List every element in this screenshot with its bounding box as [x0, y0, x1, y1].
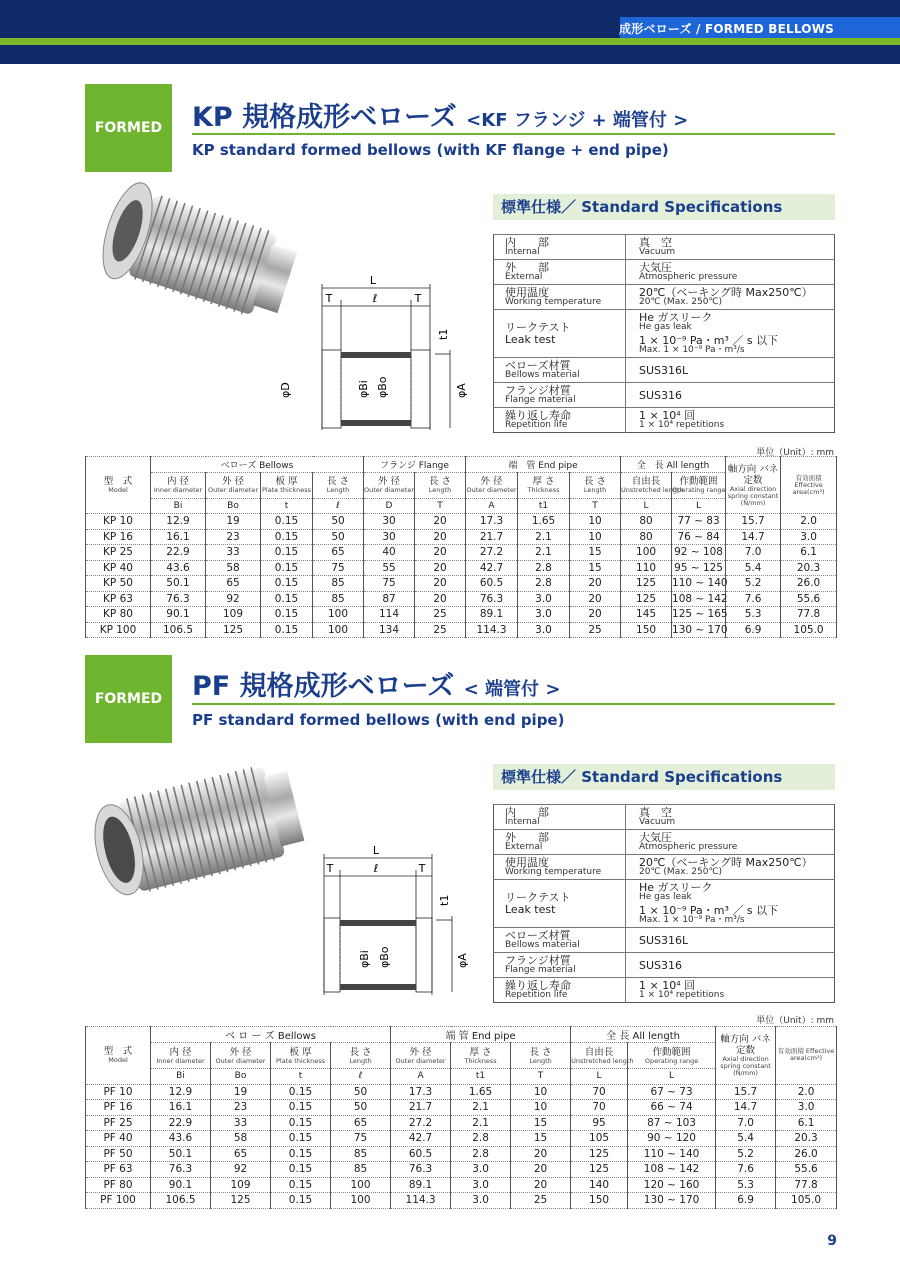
table-cell: 17.3: [466, 514, 518, 530]
table-cell: 20: [415, 560, 466, 576]
table-cell: 3.0: [776, 1100, 837, 1116]
table-symbol-row: Bi Bo t ℓ A t1 T L L: [86, 1069, 837, 1085]
table-cell: 125: [621, 591, 672, 607]
table-cell: 65: [211, 1146, 271, 1162]
page-number: 9: [827, 1233, 837, 1249]
kp-title-sub: <KF フランジ + 端管付 >: [466, 110, 689, 131]
table-cell: 65: [313, 545, 364, 561]
table-row: [86, 607, 837, 623]
table-cell: 80: [621, 514, 672, 530]
table-cell: 0.15: [271, 1177, 331, 1193]
table-cell: 14.7: [716, 1100, 776, 1116]
kp-title-main: KP 規格成形ベローズ: [192, 102, 457, 133]
spec-row: リークテスト Leak test He ガスリーク He gas leak 1 × 10⁻⁹ Pa・m³ ／ s 以下 Max. 1 × 10⁻⁹ Pa・m³/s: [494, 880, 835, 928]
spec-row: 使用温度 Working temperature 20℃（ベーキング時 Max250℃） 20℃ (Max. 250℃): [494, 855, 835, 880]
table-cell: 55.6: [776, 1162, 837, 1178]
table-cell: 22.9: [151, 545, 206, 561]
model-cell: PF 80: [86, 1177, 151, 1193]
pf-title-sub: < 端管付 >: [463, 679, 561, 700]
table-cell: 75: [313, 560, 364, 576]
table-cell: 92: [211, 1162, 271, 1178]
page-header: [0, 0, 900, 64]
dim-phiBo: φBo: [376, 376, 389, 398]
header-stripe: [0, 38, 900, 45]
dim-L: L: [372, 844, 380, 857]
spec-row: フランジ材質 Flange material SUS316: [494, 383, 835, 408]
table-cell: 85: [331, 1146, 391, 1162]
table-cell: 21.7: [466, 529, 518, 545]
table-cell: 42.7: [391, 1131, 451, 1147]
pf-title-jp: [192, 664, 560, 703]
dim-phiBi: φBi: [357, 380, 370, 398]
table-cell: 3.0: [518, 607, 570, 623]
table-row: [86, 545, 837, 561]
table-group-header: 型 式 Model ベローズ Bellows フランジ Flange 端 管 End pipe 全 長 All length 軸方向 バネ定数 Axial direction spring constant (N/mm) 有効面積 Effective area(cm²): [86, 457, 837, 473]
table-cell: 7.6: [726, 591, 781, 607]
table-col-header: 内 径 Inner diameter 外 径 Outer diameter 板 厚 Plate thickness 長 さ Length 外 径 Outer diameter 厚 さ Thickness 長 さ Length 自由長 Unstretched length 作動範囲 Operating range: [86, 1043, 837, 1069]
pf-data-table: [85, 1026, 837, 1209]
table-cell: 106.5: [151, 1193, 211, 1209]
table-cell: 125 ~ 165: [672, 608, 728, 621]
table-cell: 70: [571, 1084, 628, 1100]
table-cell: 67 ~ 73: [628, 1084, 716, 1100]
dim-T-right: T: [418, 862, 426, 875]
table-cell: 125: [211, 1193, 271, 1209]
table-cell: 30: [364, 529, 415, 545]
table-cell: 85: [313, 591, 364, 607]
table-cell: 20.3: [781, 560, 837, 576]
model-cell: PF 100: [86, 1193, 151, 1209]
formed-badge: FORMED: [85, 655, 172, 743]
table-cell: 50: [331, 1100, 391, 1116]
table-cell: 0.15: [261, 576, 313, 592]
title-rule: [192, 133, 835, 135]
table-cell: 0.15: [271, 1100, 331, 1116]
table-cell: 150: [571, 1193, 628, 1209]
table-cell: 23: [211, 1100, 271, 1116]
table-cell: 76.3: [151, 1162, 211, 1178]
table-cell: 80: [621, 529, 672, 545]
table-cell: 85: [331, 1162, 391, 1178]
kp-title-en: KP standard formed bellows (with KF flange + end pipe): [192, 141, 669, 159]
table-cell: 5.3: [716, 1177, 776, 1193]
table-cell: 5.2: [726, 576, 781, 592]
table-cell: 109: [211, 1177, 271, 1193]
kp-title-jp: [192, 95, 688, 134]
spec-row: リークテスト Leak test He ガスリーク He gas leak 1 × 10⁻⁹ Pa・m³ ／ s 以下 Max. 1 × 10⁻⁹ Pa・m³/s: [494, 310, 835, 358]
table-cell: 100: [313, 607, 364, 623]
dim-phiA: φA: [455, 383, 468, 398]
model-cell: PF 25: [86, 1115, 151, 1131]
table-cell: 20: [415, 545, 466, 561]
table-cell: 0.15: [271, 1115, 331, 1131]
table-cell: 5.4: [716, 1131, 776, 1147]
table-cell: 77.8: [781, 607, 837, 623]
table-cell: 0.15: [271, 1131, 331, 1147]
table-cell: 27.2: [391, 1115, 451, 1131]
table-cell: 2.8: [518, 576, 570, 592]
table-cell: 2.1: [518, 529, 570, 545]
spec-row: フランジ材質 Flange material SUS316: [494, 953, 835, 978]
table-cell: 0.15: [261, 529, 313, 545]
table-cell: 27.2: [466, 545, 518, 561]
spec-row: 外 部 External 大気圧 Atmospheric pressure: [494, 260, 835, 285]
table-row: [86, 1162, 837, 1178]
pf-unit-note: 単位（Unit）: mm: [756, 1016, 834, 1026]
table-cell: 50: [313, 529, 364, 545]
spec-row: 外 部 External 大気圧 Atmospheric pressure: [494, 830, 835, 855]
table-cell: 0.15: [261, 622, 313, 638]
table-cell: 19: [211, 1084, 271, 1100]
dim-T-right: T: [414, 292, 422, 305]
pf-table-body: [86, 1084, 837, 1208]
table-cell: 55: [364, 560, 415, 576]
table-cell: 130 ~ 170: [672, 623, 728, 636]
table-cell: 6.1: [781, 545, 837, 561]
table-cell: 1.65: [518, 514, 570, 530]
table-cell: 90.1: [151, 607, 206, 623]
model-cell: KP 80: [86, 607, 151, 623]
table-cell: 100: [313, 622, 364, 638]
table-cell: 14.7: [726, 529, 781, 545]
table-cell: 15.7: [726, 514, 781, 530]
table-cell: 15: [570, 560, 621, 576]
table-cell: 105: [571, 1131, 628, 1147]
model-cell: KP 50: [86, 576, 151, 592]
model-cell: KP 25: [86, 545, 151, 561]
table-cell: 114.3: [466, 622, 518, 638]
table-cell: 12.9: [151, 514, 206, 530]
table-cell: 76 ~ 84: [672, 529, 726, 545]
table-group-header: 型 式 Model ベ ロ ー ズ Bellows 端 管 End pipe 全 長 All length 軸方向 バネ定数 Axial direction spring constant (N/mm) 有効面積 Effective area(cm²): [86, 1027, 837, 1043]
table-cell: 76.3: [151, 591, 206, 607]
table-cell: 50.1: [151, 576, 206, 592]
table-cell: 2.0: [776, 1084, 837, 1100]
dim-phiBo: φBo: [378, 946, 391, 968]
table-cell: 60.5: [466, 576, 518, 592]
dim-t1: t1: [437, 328, 450, 340]
model-cell: KP 63: [86, 591, 151, 607]
table-cell: 95: [571, 1115, 628, 1131]
table-cell: 0.15: [261, 591, 313, 607]
kp-table-body: [86, 514, 837, 638]
table-cell: 95 ~ 125: [672, 560, 726, 576]
table-cell: 110 ~ 140: [628, 1146, 716, 1162]
table-cell: 30: [364, 514, 415, 530]
table-cell: 43.6: [151, 560, 206, 576]
kp-spec-table: [493, 234, 835, 433]
table-cell: 77.8: [776, 1177, 837, 1193]
table-row: [86, 514, 837, 530]
table-cell: 6.9: [716, 1193, 776, 1209]
table-row: [86, 622, 837, 638]
table-cell: 15: [511, 1131, 571, 1147]
table-cell: 10: [511, 1084, 571, 1100]
dim-T-left: T: [326, 862, 334, 875]
spec-row: 繰り返し寿命 Repetition life 1 × 10⁴ 回 1 × 10⁴ repetitions: [494, 408, 835, 433]
table-cell: 17.3: [391, 1084, 451, 1100]
table-cell: 16.1: [151, 1100, 211, 1116]
table-cell: 25: [570, 622, 621, 638]
table-cell: 55.6: [781, 591, 837, 607]
table-row: [86, 560, 837, 576]
table-row: [86, 1177, 837, 1193]
dim-T-left: T: [325, 292, 333, 305]
table-cell: 100: [331, 1193, 391, 1209]
table-cell: 5.2: [716, 1146, 776, 1162]
model-cell: PF 50: [86, 1146, 151, 1162]
table-cell: 10: [570, 514, 621, 530]
dim-l: ℓ: [372, 292, 378, 305]
model-cell: KP 100: [86, 622, 151, 638]
table-row: [86, 1100, 837, 1116]
table-cell: 2.0: [781, 514, 837, 530]
dim-phiD: φD: [279, 382, 292, 398]
model-cell: PF 16: [86, 1100, 151, 1116]
table-cell: 2.8: [451, 1131, 511, 1147]
table-cell: 140: [571, 1177, 628, 1193]
table-cell: 125: [571, 1146, 628, 1162]
pf-title-main: PF 規格成形ベローズ: [192, 671, 455, 702]
table-cell: 3.0: [518, 591, 570, 607]
table-cell: 50: [313, 514, 364, 530]
table-cell: 20: [511, 1146, 571, 1162]
table-cell: 0.15: [261, 560, 313, 576]
dim-L: L: [369, 274, 377, 287]
table-cell: 65: [331, 1115, 391, 1131]
table-cell: 60.5: [391, 1146, 451, 1162]
table-cell: 12.9: [151, 1084, 211, 1100]
table-cell: 33: [206, 545, 261, 561]
table-cell: 0.15: [271, 1162, 331, 1178]
table-cell: 90 ~ 120: [628, 1131, 716, 1147]
spec-row: 内 部 Internal 真 空 Vacuum: [494, 235, 835, 260]
table-cell: 77 ~ 83: [672, 514, 726, 530]
table-cell: 0.15: [271, 1146, 331, 1162]
table-cell: 2.1: [451, 1100, 511, 1116]
table-cell: 6.1: [776, 1115, 837, 1131]
table-cell: 2.8: [518, 560, 570, 576]
table-cell: 22.9: [151, 1115, 211, 1131]
table-cell: 120 ~ 160: [628, 1177, 716, 1193]
table-cell: 21.7: [391, 1100, 451, 1116]
table-cell: 58: [211, 1131, 271, 1147]
pf-spec-heading: 標準仕様／ Standard Specifications: [493, 764, 835, 790]
table-cell: 89.1: [391, 1177, 451, 1193]
dim-phiA: φA: [456, 953, 469, 968]
table-cell: 20: [570, 607, 621, 623]
table-cell: 43.6: [151, 1131, 211, 1147]
table-cell: 66 ~ 74: [628, 1100, 716, 1116]
dim-phiBi: φBi: [358, 950, 371, 968]
table-cell: 26.0: [776, 1146, 837, 1162]
table-cell: 15: [511, 1115, 571, 1131]
table-cell: 40: [364, 545, 415, 561]
table-cell: 92 ~ 108: [672, 545, 726, 561]
table-cell: 114: [364, 607, 415, 623]
kp-spec-heading: 標準仕様／ Standard Specifications: [493, 194, 835, 220]
model-cell: PF 63: [86, 1162, 151, 1178]
table-cell: 23: [206, 529, 261, 545]
table-cell: 100: [331, 1177, 391, 1193]
table-cell: 76.3: [466, 591, 518, 607]
table-cell: 125: [206, 622, 261, 638]
table-cell: 20: [511, 1162, 571, 1178]
table-cell: 109: [206, 607, 261, 623]
table-cell: 16.1: [151, 529, 206, 545]
header-title: 成形ベローズ / FORMED BELLOWS: [619, 22, 834, 36]
table-cell: 50: [331, 1084, 391, 1100]
title-rule: [192, 703, 835, 705]
table-cell: 10: [511, 1100, 571, 1116]
table-cell: 7.0: [726, 545, 781, 561]
table-cell: 75: [331, 1131, 391, 1147]
table-cell: 20: [511, 1177, 571, 1193]
table-row: [86, 1193, 837, 1209]
kp-data-table: [85, 456, 837, 638]
table-cell: 87 ~ 103: [628, 1115, 716, 1131]
table-cell: 108 ~ 142: [672, 592, 728, 605]
table-cell: 26.0: [781, 576, 837, 592]
model-cell: KP 10: [86, 514, 151, 530]
table-symbol-row: Bi Bo t ℓ D T A t1 T L L: [86, 498, 837, 514]
model-cell: PF 10: [86, 1084, 151, 1100]
table-cell: 25: [415, 607, 466, 623]
table-cell: 2.8: [451, 1146, 511, 1162]
table-cell: 20: [570, 576, 621, 592]
table-cell: 130 ~ 170: [628, 1193, 716, 1209]
table-cell: 15.7: [716, 1084, 776, 1100]
table-cell: 42.7: [466, 560, 518, 576]
spec-row: 内 部 Internal 真 空 Vacuum: [494, 805, 835, 830]
table-cell: 20.3: [776, 1131, 837, 1147]
table-cell: 150: [621, 622, 672, 638]
pf-bellows-photo: [88, 765, 318, 905]
model-cell: KP 40: [86, 560, 151, 576]
model-cell: KP 16: [86, 529, 151, 545]
table-cell: 20: [415, 576, 466, 592]
table-cell: 1.65: [451, 1084, 511, 1100]
table-col-header: 内 径 Inner diameter 外 径 Outer diameter 板 厚 Plate thickness 長 さ Length 外 径 Outer diameter 長 さ Length 外 径 Outer diameter 厚 さ Thickness 長 さ Length 自由長 Unstretched length 作動範囲 Operating range: [86, 472, 837, 498]
table-cell: 105.0: [781, 622, 837, 638]
table-row: [86, 1115, 837, 1131]
table-cell: 2.1: [451, 1115, 511, 1131]
table-cell: 89.1: [466, 607, 518, 623]
table-cell: 5.3: [726, 607, 781, 623]
table-cell: 100: [621, 545, 672, 561]
table-cell: 87: [364, 591, 415, 607]
formed-badge: FORMED: [85, 84, 172, 172]
table-row: [86, 1131, 837, 1147]
table-cell: 110: [621, 560, 672, 576]
table-cell: 0.15: [261, 514, 313, 530]
table-row: [86, 529, 837, 545]
table-cell: 7.6: [716, 1162, 776, 1178]
table-cell: 108 ~ 142: [628, 1162, 716, 1178]
pf-title-en: PF standard formed bellows (with end pipe): [192, 711, 565, 729]
table-cell: 114.3: [391, 1193, 451, 1209]
table-cell: 20: [415, 591, 466, 607]
table-cell: 92: [206, 591, 261, 607]
table-cell: 0.15: [261, 607, 313, 623]
table-cell: 65: [206, 576, 261, 592]
table-cell: 105.0: [776, 1193, 837, 1209]
table-cell: 5.4: [726, 560, 781, 576]
table-cell: 145: [621, 607, 672, 623]
table-cell: 10: [570, 529, 621, 545]
spec-row: ベローズ材質 Bellows material SUS316L: [494, 358, 835, 383]
table-cell: 15: [570, 545, 621, 561]
table-cell: 7.0: [716, 1115, 776, 1131]
table-cell: 85: [313, 576, 364, 592]
table-cell: 76.3: [391, 1162, 451, 1178]
table-row: [86, 576, 837, 592]
model-cell: PF 40: [86, 1131, 151, 1147]
table-cell: 110 ~ 140: [672, 577, 728, 590]
table-cell: 0.15: [271, 1084, 331, 1100]
table-cell: 3.0: [781, 529, 837, 545]
table-cell: 3.0: [451, 1193, 511, 1209]
table-cell: 70: [571, 1100, 628, 1116]
table-cell: 20: [570, 591, 621, 607]
table-cell: 25: [511, 1193, 571, 1209]
table-cell: 3.0: [518, 622, 570, 638]
table-cell: 0.15: [271, 1193, 331, 1209]
kp-unit-note: 単位（Unit）: mm: [756, 448, 834, 458]
dim-t1: t1: [438, 894, 451, 906]
kp-dimension-diagram: [275, 270, 485, 440]
spec-row: 繰り返し寿命 Repetition life 1 × 10⁴ 回 1 × 10⁴ repetitions: [494, 978, 835, 1003]
table-cell: 3.0: [451, 1162, 511, 1178]
table-cell: 125: [621, 576, 672, 592]
table-cell: 50.1: [151, 1146, 211, 1162]
table-cell: 2.1: [518, 545, 570, 561]
table-row: [86, 1084, 837, 1100]
header-band-lower: [0, 45, 900, 64]
table-cell: 25: [415, 622, 466, 638]
spec-row: 使用温度 Working temperature 20℃（ベーキング時 Max250℃） 20℃ (Max. 250℃): [494, 285, 835, 310]
table-cell: 134: [364, 622, 415, 638]
table-cell: 58: [206, 560, 261, 576]
table-cell: 0.15: [261, 545, 313, 561]
table-cell: 33: [211, 1115, 271, 1131]
table-cell: 20: [415, 529, 466, 545]
table-row: [86, 1146, 837, 1162]
table-row: [86, 591, 837, 607]
spec-row: ベローズ材質 Bellows material SUS316L: [494, 928, 835, 953]
table-cell: 6.9: [726, 622, 781, 638]
table-cell: 19: [206, 514, 261, 530]
table-cell: 20: [415, 514, 466, 530]
dim-l: ℓ: [373, 862, 379, 875]
table-cell: 75: [364, 576, 415, 592]
table-cell: 106.5: [151, 622, 206, 638]
table-cell: 90.1: [151, 1177, 211, 1193]
pf-dimension-diagram: [310, 840, 480, 1005]
table-cell: 125: [571, 1162, 628, 1178]
table-cell: 3.0: [451, 1177, 511, 1193]
pf-spec-table: [493, 804, 835, 1003]
